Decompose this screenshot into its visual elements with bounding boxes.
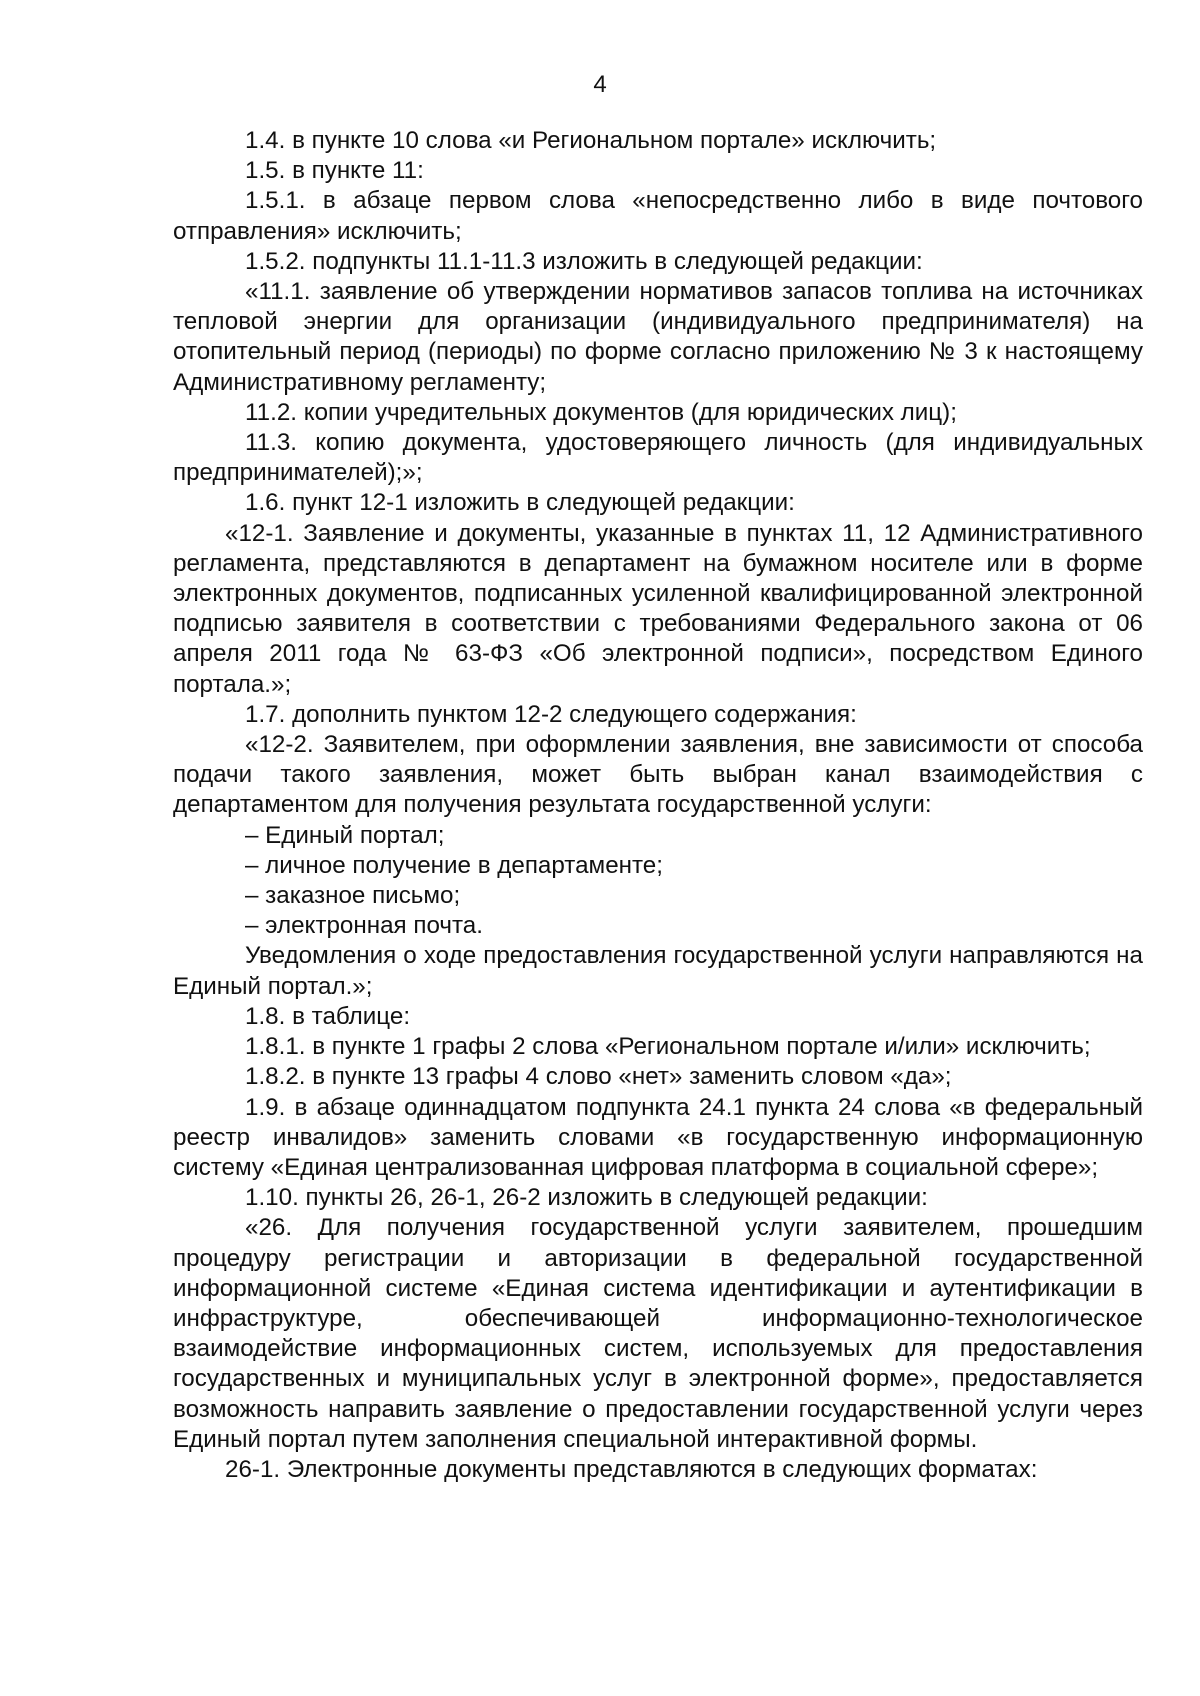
list-item: – личное получение в департаменте; <box>245 851 663 879</box>
page-number: 4 <box>593 71 607 98</box>
paragraph: Уведомления о ходе предоставления государственной услуги направляются на Единый портал.»; <box>173 942 1143 1000</box>
paragraph: 1.4. в пункте 10 слова «и Региональном портале» исключить; <box>245 127 937 154</box>
paragraph: 11.3. копию документа, удостоверяющего личность (для индивидуальных предпринимателей);»; <box>173 429 1143 487</box>
paragraph: 1.6. пункт 12-1 изложить в следующей редакции: <box>245 489 795 517</box>
paragraph: 1.5.2. подпункты 11.1-11.3 изложить в следующей редакции: <box>245 247 923 275</box>
list-item: – Единый портал; <box>245 821 445 849</box>
paragraph: 1.7. дополнить пунктом 12-2 следующего содержания: <box>245 700 857 728</box>
paragraph: 11.2. копии учредительных документов (для юридических лиц); <box>245 398 957 426</box>
paragraph: 26-1. Электронные документы представляются в следующих форматах: <box>225 1455 1038 1483</box>
paragraph: 1.10. пункты 26, 26-1, 26-2 изложить в следующей редакции: <box>245 1184 928 1212</box>
list-item: – заказное письмо; <box>245 882 461 910</box>
paragraph: «26. Для получения государственной услуги заявителем, прошедшим процедуру регистрации и авторизации в федеральной государственной информационной системе «Единая система идентификации и аутентификации в инфраструктуре, обеспечивающей информационно-технологическое взаимодействие информационных систем, используемых для предоставления государственных и муниципальных услуг в электронной форме», предоставляется возможность направить заявление о предоставлении государственной услуги через Единый портал путем заполнения специальной интерактивной формы. <box>173 1214 1143 1453</box>
paragraph: «12-1. Заявление и документы, указанные в пунктах 11, 12 Административного регламента, представляются в департамент на бумажном носителе или в форме электронных документов, подписанных усиленной квалифицированной электронной подписью заявителя в соответствии с требованиями Федерального закона от 06 апреля 2011 года № 63-ФЗ «Об электронной подписи», посредством Единого портала.»; <box>173 519 1143 698</box>
document-body <box>173 126 1143 1485</box>
paragraph: 1.5. в пункте 11: <box>245 157 424 185</box>
paragraph: 1.8. в таблице: <box>245 1002 411 1030</box>
paragraph: 1.8.2. в пункте 13 графы 4 слово «нет» заменить словом «да»; <box>245 1063 952 1091</box>
list-item: – электронная почта. <box>245 912 483 940</box>
paragraph: 1.9. в абзаце одиннадцатом подпункта 24.1 пункта 24 слова «в федеральный реестр инвалидов» заменить словами «в государственную информационную систему «Единая централизованная цифровая платформа в социальной сфере»; <box>173 1093 1143 1181</box>
paragraph: 1.5.1. в абзаце первом слова «непосредственно либо в виде почтового отправления» исключить; <box>173 187 1143 245</box>
paragraph: «12-2. Заявителем, при оформлении заявления, вне зависимости от способа подачи такого заявления, может быть выбран канал взаимодействия с департаментом для получения результата государственной услуги: <box>173 731 1143 819</box>
paragraph: 1.8.1. в пункте 1 графы 2 слова «Региональном портале и/или» исключить; <box>245 1033 1091 1061</box>
paragraph: «11.1. заявление об утверждении нормативов запасов топлива на источниках тепловой энергии для организации (индивидуального предпринимателя) на отопительный период (периоды) по форме согласно приложению № 3 к настоящему Административному регламенту; <box>173 278 1143 396</box>
